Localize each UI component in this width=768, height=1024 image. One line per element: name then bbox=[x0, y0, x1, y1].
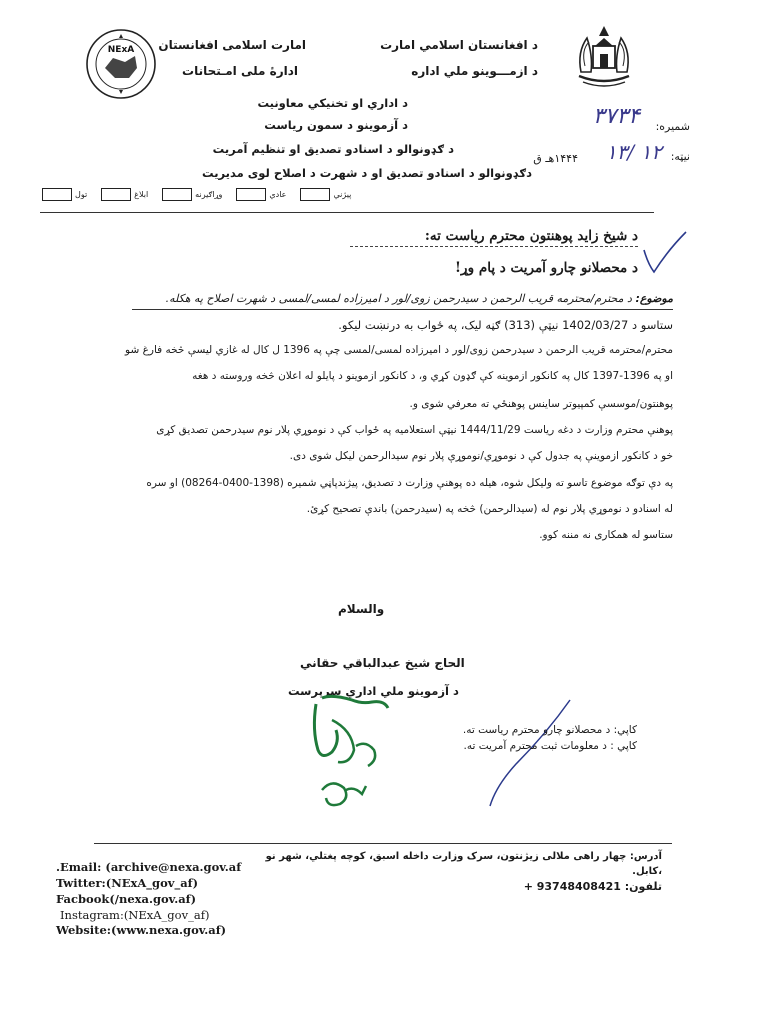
signature-icon bbox=[292, 690, 412, 820]
copy-line1: کاپي: د محصلانو چارو محترم رياست ته. bbox=[462, 724, 637, 736]
footer-twitter: Twitter:(NExA_gov_af) bbox=[56, 876, 199, 890]
recipient-line1-underline bbox=[350, 246, 638, 247]
nexa-seal-icon bbox=[85, 28, 157, 100]
hierarchy-line4: دګډونوالو د اسنادو تصديق او د شهرت د اصلاح لوی مديريت bbox=[202, 166, 532, 180]
distribution-checkboxes bbox=[28, 188, 352, 201]
salutation: والسلام bbox=[338, 602, 385, 616]
subject-text: د محترم/محترمه قريب الرحمن د سيدرحمن زوی/لور د اميرزاده لمسی/لمسی د شهرت اصلاح په هکله. bbox=[165, 292, 632, 305]
body-p3-line1: پوهنې محترم وزارت د دغه رياست 1444/11/29 نيټې استعلاميه په ځواب کې د نوموړي پلار نوم سيدرحمن تصديق کړی bbox=[156, 424, 673, 436]
footer-phone: تلفون: 93748408421 + bbox=[523, 880, 662, 893]
footer-website: Website:(www.nexa.gov.af) bbox=[56, 923, 227, 937]
hierarchy-line3: د ګډونوالو د اسنادو تصديق او تنظيم آمريت bbox=[212, 142, 454, 156]
emblem-icon bbox=[573, 22, 635, 90]
recipient-line1: د شيخ زايد پوهنتون محترم رياست ته: bbox=[424, 228, 638, 244]
body-p4-line1: په دې توګه موضوع تاسو ته وليکل شوه، هيله ده پوهنې وزارت د تصديق، پيژندپاڼي شميره (1398-0400-08264) او سره bbox=[146, 477, 673, 489]
hierarchy-line1: د اداري او تخنيکي معاونيت bbox=[257, 96, 408, 110]
ref-date-value: ۱۳/ ۱۲ bbox=[605, 140, 662, 164]
footer-instagram: Instagram:(NExA_gov_af) bbox=[60, 908, 210, 922]
signer-title: د آزموينو ملي اداري سرپرست bbox=[288, 684, 459, 698]
checkbox-label: تول bbox=[75, 190, 88, 199]
footer-facebook: Facbook(/nexa.gov.af) bbox=[56, 892, 197, 906]
footer-divider bbox=[94, 843, 672, 844]
copy-line2: کاپي : د معلومات ثبت محترم آمريت ته. bbox=[463, 740, 637, 752]
checkbox-item[interactable] bbox=[101, 188, 148, 201]
checkbox-item[interactable] bbox=[162, 188, 222, 201]
footer-address-line1: آدرس: چهار راهی ملالی زیژنتون، سرک وزارت داخله اسبق، کوچه پغتلي، شهر نو bbox=[265, 851, 662, 862]
nexa-seal-label: NExA bbox=[107, 45, 135, 55]
footer-email: .Email: (archive@nexa.gov.af bbox=[56, 860, 242, 874]
checkbox-box[interactable] bbox=[101, 188, 131, 201]
subject-label: موضوع: bbox=[635, 292, 673, 305]
check-mark-icon bbox=[640, 228, 690, 282]
signer-name: الحاج شيخ عبدالباقي حقاني bbox=[300, 656, 465, 670]
header-right-line1: د افغانستان اسلامي امارت bbox=[380, 38, 538, 52]
pen-stroke-icon bbox=[486, 694, 576, 818]
header-divider bbox=[40, 212, 654, 213]
checkbox-item[interactable] bbox=[42, 188, 87, 201]
body-p3-line2: خو د کانکور ازموينې په جدول کې د نوموړي/نوموړې پلار نوم سيدالرحمن ليکل شوی دی. bbox=[289, 450, 673, 462]
ref-date-label: نیټه: bbox=[670, 150, 690, 163]
body-p4-line2: له اسنادو د نوموړي پلار نوم له (سيدالرحمن) څخه په (سيدرحمن) باندې تصحيح کړئ. bbox=[306, 503, 673, 515]
header-left-line2: ادارهٔ ملی امـتحانات bbox=[182, 64, 298, 78]
checkbox-item[interactable] bbox=[300, 188, 351, 201]
body-p2-line3: پوهنتون/موسسې کمپيوتر ساينس پوهنځي ته معرفي شوی و. bbox=[409, 398, 673, 410]
subject bbox=[166, 292, 673, 305]
body-p5: ستاسو له همکاری نه مننه کوو. bbox=[539, 529, 673, 541]
header-left-line1: امارت اسلامی افغانستان bbox=[158, 38, 306, 52]
body-p1: ستاسو د 1402/03/27 نيټې (313) ګڼه ليک، په ځواب به درنښت ليکو. bbox=[338, 318, 673, 332]
body-p2-line2: او په 1396-1397 کال په کانکور ازموينه کې ګډون کړي و، د کانکور ازموينو د پايلو له اعلان څخه وروسته د هغه bbox=[192, 370, 673, 382]
checkbox-item[interactable] bbox=[236, 188, 286, 201]
checkbox-box[interactable] bbox=[300, 188, 330, 201]
checkbox-label: عادي bbox=[269, 190, 287, 199]
recipient-line2: د محصلانو چارو آمریت د پام وړ! bbox=[454, 260, 638, 276]
checkbox-box[interactable] bbox=[236, 188, 266, 201]
checkbox-label: پيژني bbox=[333, 190, 352, 199]
hierarchy-line2: د آزموینو د سمون رياست bbox=[264, 118, 408, 132]
ref-date-suffix: ۱۴۴۴هـ ق bbox=[533, 152, 578, 165]
checkbox-label: وړاګيرنه bbox=[195, 190, 223, 199]
ref-number-label: شمیره: bbox=[655, 120, 690, 133]
footer-address-line2: ،کابل. bbox=[632, 866, 662, 877]
ref-number-value: ۳۷۳۴ bbox=[592, 104, 640, 129]
checkbox-box[interactable] bbox=[42, 188, 72, 201]
body-p2-line1: محترم/محترمه قريب الرحمن د سيدرحمن زوی/لور د اميرزاده لمسی/لمسی چې په 1396 ل کال له غازي ليسې څخه فارغ شو bbox=[125, 344, 673, 356]
checkbox-box[interactable] bbox=[162, 188, 192, 201]
subject-underline bbox=[132, 309, 673, 310]
header-right-line2: د ازمـــوینو ملي اداره bbox=[411, 64, 538, 78]
checkbox-label: ابلاغ bbox=[134, 190, 149, 199]
